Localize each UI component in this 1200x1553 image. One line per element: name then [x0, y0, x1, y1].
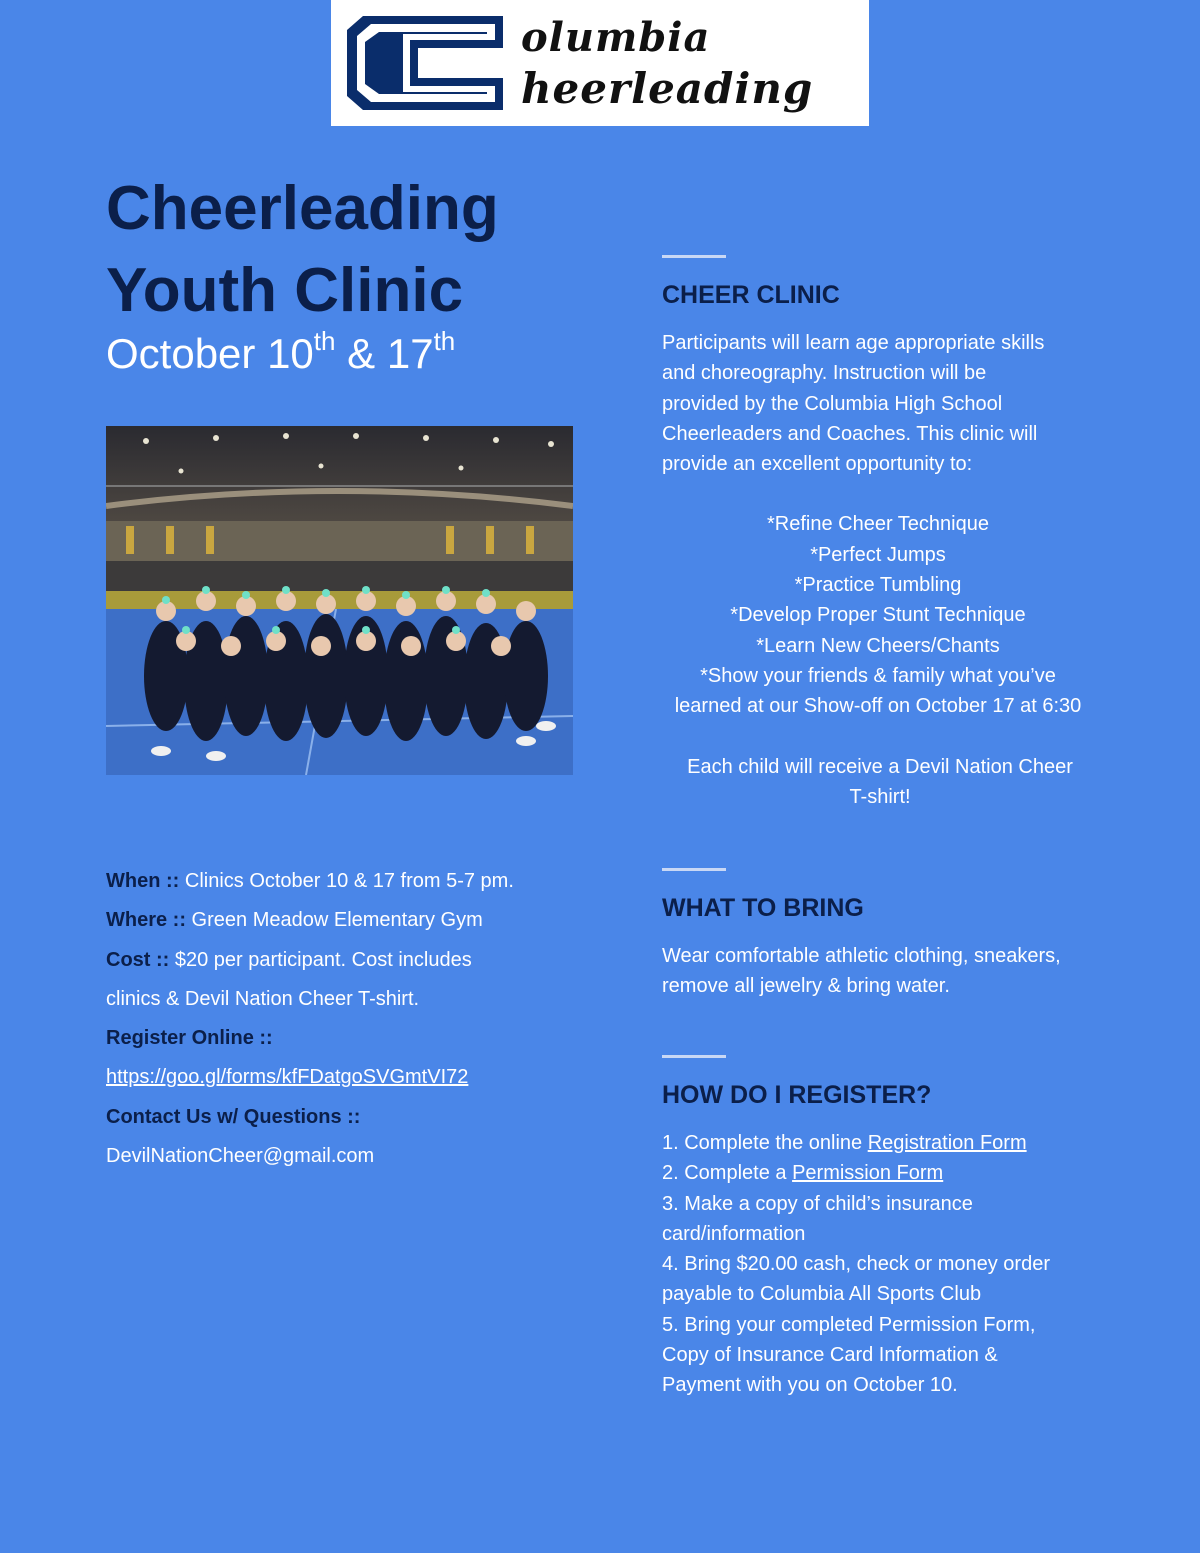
list-item: *Develop Proper Stunt Technique: [730, 604, 1026, 627]
register-step-3: 3. Make a copy of child’s insurance: [662, 1192, 973, 1215]
page-title: [106, 168, 499, 332]
what-to-bring-heading: WHAT TO BRING: [662, 894, 864, 922]
list-item: *Perfect Jumps: [810, 543, 946, 566]
intro-line: provided by the Columbia High School: [662, 392, 1003, 415]
title-line-2: Youth Clinic: [106, 256, 464, 325]
list-item: learned at our Show-off on October 17 at 6:30: [674, 695, 1082, 718]
tshirt-line: T-shirt!: [849, 785, 911, 808]
intro-line: Cheerleaders and Coaches. This clinic will: [662, 422, 1038, 445]
clinic-dates: [106, 326, 456, 378]
register-steps: [662, 1128, 1102, 1401]
register-row: [106, 1023, 576, 1062]
where-row: [106, 905, 576, 944]
contact-label: Contact Us w/ Questions ::: [106, 1105, 361, 1128]
cost-value-continued: clinics & Devil Nation Cheer T-shirt.: [106, 987, 420, 1010]
columbia-c-logo-icon: [343, 8, 513, 118]
contact-email-row: [106, 1141, 576, 1180]
list-item: *Refine Cheer Technique: [766, 513, 989, 536]
date-1-suffix: th: [313, 326, 336, 356]
register-step-3-continued: card/information: [662, 1222, 806, 1245]
title-line-1: Cheerleading: [106, 174, 499, 243]
what-to-bring-text: [662, 941, 1102, 1002]
register-section: [662, 1055, 1102, 1401]
register-step-2: [662, 1158, 1102, 1188]
intro-line: and choreography. Instruction will be: [662, 362, 987, 385]
where-label: Where ::: [106, 909, 186, 932]
when-label: When ::: [106, 870, 180, 892]
intro-line: provide an excellent opportunity to:: [662, 453, 973, 476]
logo-banner: [331, 0, 869, 126]
event-details: [106, 866, 576, 1180]
tshirt-line: Each child will receive a Devil Nation Cheer: [687, 755, 1073, 778]
list-item: *Practice Tumbling: [794, 574, 962, 597]
register-step-4-continued: payable to Columbia All Sports Club: [662, 1283, 982, 1306]
when-row: [106, 866, 576, 905]
what-to-bring-section: [662, 868, 1102, 1002]
section-divider: [662, 1055, 726, 1058]
cheer-clinic-intro: [662, 328, 1102, 479]
register-step-5-continued: Copy of Insurance Card Information &: [662, 1344, 998, 1367]
where-value: Green Meadow Elementary Gym: [186, 909, 483, 932]
register-label: Register Online ::: [106, 1027, 273, 1050]
logo-line-1: olumbia: [521, 14, 711, 61]
cost-label: Cost ::: [106, 948, 170, 971]
cost-value: $20 per participant. Cost includes: [169, 948, 472, 971]
cheer-clinic-heading: CHEER CLINIC: [662, 281, 840, 309]
contact-row: [106, 1102, 576, 1141]
permission-form-link[interactable]: Permission Form: [792, 1162, 944, 1185]
date-2: & 17: [335, 330, 434, 377]
intro-line: Participants will learn age appropriate skills: [662, 332, 1045, 354]
list-item: *Learn New Cheers/Chants: [756, 634, 1000, 657]
date-1: October 10: [106, 330, 314, 377]
contact-email: DevilNationCheer@gmail.com: [106, 1145, 375, 1168]
step-2-text: 2. Complete a: [662, 1162, 793, 1185]
section-divider: [662, 868, 726, 871]
bring-line: Wear comfortable athletic clothing, sneakers,: [662, 945, 1061, 967]
team-photo: [106, 426, 573, 775]
bring-line: remove all jewelry & bring water.: [662, 975, 950, 998]
logo-line-2: heerleading: [521, 64, 814, 113]
register-step-5: 5. Bring your completed Permission Form,: [662, 1313, 1036, 1336]
step-1-text: 1. Complete the online: [662, 1132, 868, 1154]
register-step-1: [662, 1128, 1102, 1158]
tshirt-note: [662, 752, 1098, 813]
cost-row-continued: [106, 984, 576, 1023]
cost-row: [106, 945, 576, 984]
register-step-4: 4. Bring $20.00 cash, check or money order: [662, 1253, 1050, 1276]
date-2-suffix: th: [433, 326, 456, 356]
registration-form-link[interactable]: Registration Form: [867, 1132, 1027, 1154]
register-step-5-continued: Payment with you on October 10.: [662, 1374, 958, 1397]
register-heading: HOW DO I REGISTER?: [662, 1081, 932, 1109]
skills-list: [662, 509, 1094, 721]
section-divider: [662, 255, 726, 258]
list-item: *Show your friends & family what you’ve: [700, 664, 1056, 687]
when-value: Clinics October 10 & 17 from 5-7 pm.: [179, 870, 514, 892]
register-online-link[interactable]: https://goo.gl/forms/kfFDatgoSVGmtVI72: [106, 1066, 469, 1089]
register-link-row: [106, 1062, 576, 1101]
cheer-clinic-section: [662, 255, 1102, 812]
